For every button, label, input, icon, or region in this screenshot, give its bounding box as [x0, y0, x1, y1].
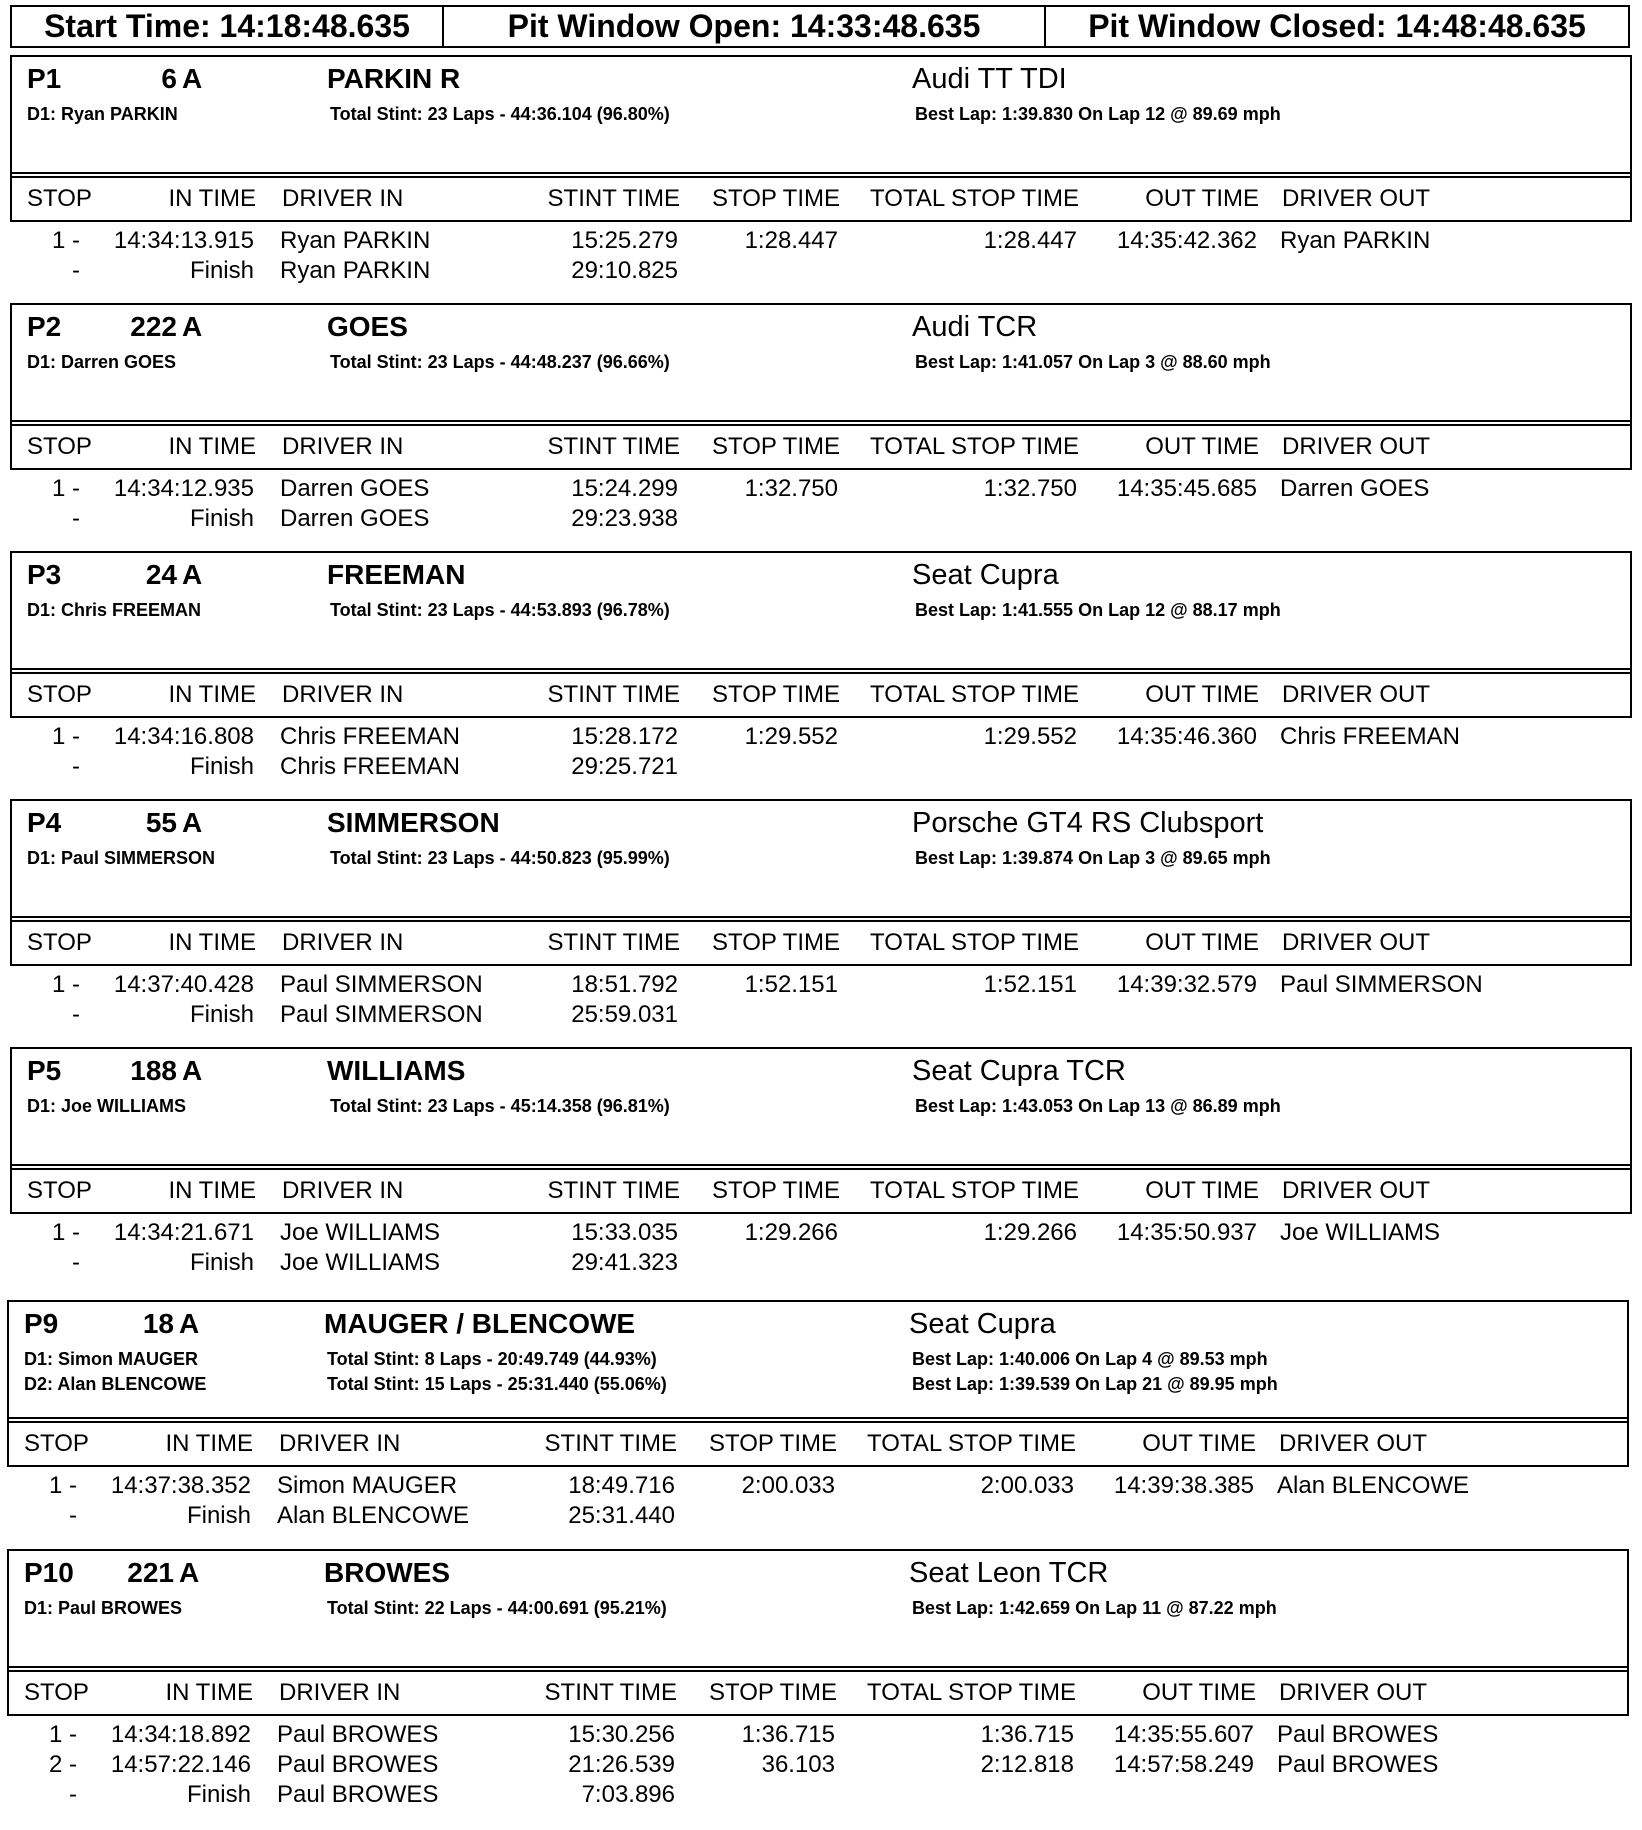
class: A: [179, 1308, 200, 1339]
out-time: 14:35:42.362: [1116, 227, 1257, 254]
driver-out: Joe WILLIAMS: [1280, 1219, 1441, 1246]
driver-in: Paul BROWES: [277, 1781, 439, 1808]
entry-block: [10, 55, 1632, 303]
driver-out: Paul BROWES: [1277, 1751, 1439, 1778]
divider: [10, 420, 1632, 422]
column-header-out-time: OUT TIME: [1145, 185, 1259, 212]
best-lap: Best Lap: 1:41.057 On Lap 3 @ 88.60 mph: [915, 352, 1271, 372]
column-header-row: [7, 1423, 1629, 1467]
out-time: 14:35:55.607: [1113, 1721, 1254, 1748]
in-time: Finish: [186, 1502, 251, 1529]
stint-time: 15:28.172: [571, 723, 678, 750]
team-name: GOES: [327, 311, 408, 342]
total-stint: Total Stint: 8 Laps - 20:49.749 (44.93%): [327, 1349, 657, 1369]
driver-in: Paul BROWES: [277, 1721, 439, 1748]
driver-in: Darren GOES: [280, 475, 430, 502]
position: P5: [27, 1055, 62, 1086]
position: P2: [27, 311, 62, 342]
stop-number: -: [72, 505, 80, 532]
driver-in: Joe WILLIAMS: [280, 1249, 441, 1276]
car-model: Porsche GT4 RS Clubsport: [912, 807, 1264, 839]
column-header-row: [7, 1672, 1629, 1716]
column-header-stint-time: STINT TIME: [544, 1430, 677, 1457]
entry-block: [7, 1300, 1629, 1548]
column-header-total-stop-time: TOTAL STOP TIME: [870, 433, 1079, 460]
divider: [10, 1164, 1632, 1166]
table-row: [10, 475, 1632, 505]
position: P3: [27, 559, 62, 590]
stint-time: 7:03.896: [581, 1781, 675, 1808]
driver-in: Chris FREEMAN: [280, 723, 461, 750]
column-header-driver-in: DRIVER IN: [279, 1679, 401, 1706]
stop-number: 1 -: [51, 971, 80, 998]
team-name: SIMMERSON: [327, 807, 500, 838]
car-model: Audi TT TDI: [912, 63, 1067, 95]
table-row: [10, 1219, 1632, 1249]
table-row: [10, 505, 1632, 535]
column-header-stint-time: STINT TIME: [547, 1177, 680, 1204]
start-time: Start Time: 14:18:48.635: [12, 7, 444, 46]
column-header-stop: STOP: [27, 185, 92, 212]
column-header-stint-time: STINT TIME: [547, 433, 680, 460]
column-header-stop: STOP: [27, 929, 92, 956]
column-header-stop: STOP: [27, 1177, 92, 1204]
column-header-in-time: IN TIME: [165, 1679, 253, 1706]
driver-label: D2: Alan BLENCOWE: [24, 1374, 207, 1394]
driver-label: D1: Ryan PARKIN: [27, 104, 178, 124]
stint-time: 15:24.299: [571, 475, 678, 502]
best-lap: Best Lap: 1:43.053 On Lap 13 @ 86.89 mph: [915, 1096, 1281, 1116]
pit-window-closed: Pit Window Closed: 14:48:48.635: [1088, 8, 1586, 44]
class: A: [182, 559, 203, 590]
column-header-driver-in: DRIVER IN: [282, 433, 404, 460]
class: A: [182, 1055, 203, 1086]
car-model: Seat Cupra: [912, 559, 1059, 591]
column-header-stop-time: STOP TIME: [711, 929, 840, 956]
driver-in: Alan BLENCOWE: [277, 1502, 470, 1529]
total-stint: Total Stint: 23 Laps - 44:48.237 (96.66%): [330, 352, 670, 372]
best-lap: Best Lap: 1:39.874 On Lap 3 @ 89.65 mph: [915, 848, 1271, 868]
total-stint: Total Stint: 23 Laps - 44:53.893 (96.78%): [330, 600, 670, 620]
entry-block: [10, 799, 1632, 1047]
stop-number: -: [72, 257, 80, 284]
column-header-total-stop-time: TOTAL STOP TIME: [867, 1430, 1076, 1457]
driver-out: Alan BLENCOWE: [1277, 1472, 1470, 1499]
team-name: WILLIAMS: [327, 1055, 466, 1086]
in-time: 14:34:16.808: [113, 723, 254, 750]
stint-time: 15:30.256: [568, 1721, 675, 1748]
stop-time: 1:29.552: [744, 723, 838, 750]
column-header-out-time: OUT TIME: [1142, 1430, 1256, 1457]
position: P4: [27, 807, 62, 838]
in-time: 14:34:12.935: [113, 475, 254, 502]
class: A: [182, 63, 203, 94]
stint-time: 15:33.035: [571, 1219, 678, 1246]
stop-number: 1 -: [51, 1219, 80, 1246]
driver-in: Paul SIMMERSON: [280, 1001, 483, 1028]
stop-number: 1 -: [51, 227, 80, 254]
column-header-out-time: OUT TIME: [1145, 681, 1259, 708]
stint-time: 25:31.440: [568, 1502, 675, 1529]
entry-block: [10, 303, 1632, 551]
total-stint: Total Stint: 15 Laps - 25:31.440 (55.06%): [327, 1374, 667, 1394]
in-time: Finish: [186, 1781, 251, 1808]
stint-time: 18:49.716: [568, 1472, 675, 1499]
in-time: Finish: [189, 753, 254, 780]
column-header-row: [10, 178, 1632, 222]
table-row: [10, 1249, 1632, 1279]
stint-time: 29:41.323: [571, 1249, 678, 1276]
in-time: 14:57:22.146: [110, 1751, 251, 1778]
divider: [10, 916, 1632, 918]
pit-window-open: Pit Window Open: 14:33:48.635: [444, 7, 1046, 46]
table-row: [10, 971, 1632, 1001]
in-time: 14:34:18.892: [110, 1721, 251, 1748]
column-header-total-stop-time: TOTAL STOP TIME: [867, 1679, 1076, 1706]
stint-time: 29:25.721: [571, 753, 678, 780]
entry-block: [10, 1047, 1632, 1295]
column-header-out-time: OUT TIME: [1142, 1679, 1256, 1706]
driver-in: Paul SIMMERSON: [280, 971, 483, 998]
out-time: 14:39:32.579: [1116, 971, 1257, 998]
column-header-driver-in: DRIVER IN: [282, 681, 404, 708]
total-stop-time: 1:36.715: [980, 1721, 1074, 1748]
driver-in: Chris FREEMAN: [280, 753, 461, 780]
in-time: Finish: [189, 1001, 254, 1028]
table-row: [7, 1781, 1629, 1811]
driver-label: D1: Paul BROWES: [24, 1598, 183, 1618]
entry-header: [7, 1549, 1629, 1672]
table-row: [7, 1472, 1629, 1502]
total-stop-time: 2:12.818: [980, 1751, 1074, 1778]
driver-in: Paul BROWES: [277, 1751, 439, 1778]
entry-header: [10, 1047, 1632, 1170]
out-time: 14:35:50.937: [1116, 1219, 1257, 1246]
total-stop-time: 1:52.151: [983, 971, 1077, 998]
table-row: [7, 1751, 1629, 1781]
best-lap: Best Lap: 1:39.830 On Lap 12 @ 89.69 mph: [915, 104, 1281, 124]
stop-number: -: [72, 1001, 80, 1028]
column-header-stop: STOP: [27, 681, 92, 708]
best-lap: Best Lap: 1:42.659 On Lap 11 @ 87.22 mph: [912, 1598, 1277, 1618]
car-model: Audi TCR: [912, 311, 1038, 343]
team-name: FREEMAN: [327, 559, 466, 590]
column-header-out-time: OUT TIME: [1145, 1177, 1259, 1204]
stop-number: -: [69, 1502, 77, 1529]
driver-label: D1: Chris FREEMAN: [27, 600, 202, 620]
stop-time: 1:52.151: [744, 971, 838, 998]
car-number: 188: [130, 1055, 177, 1086]
car-model: Seat Cupra TCR: [912, 1055, 1126, 1087]
column-header-driver-out: DRIVER OUT: [1282, 1177, 1431, 1204]
table-row: [10, 723, 1632, 753]
column-header-total-stop-time: TOTAL STOP TIME: [870, 681, 1079, 708]
column-header-in-time: IN TIME: [168, 185, 256, 212]
column-header-driver-in: DRIVER IN: [282, 185, 404, 212]
out-time: 14:39:38.385: [1113, 1472, 1254, 1499]
driver-out: Darren GOES: [1280, 475, 1430, 502]
total-stint: Total Stint: 22 Laps - 44:00.691 (95.21%): [327, 1598, 667, 1618]
column-header-row: [10, 426, 1632, 470]
stint-time: 25:59.031: [571, 1001, 678, 1028]
driver-in: Ryan PARKIN: [280, 227, 431, 254]
car-number: 55: [145, 807, 177, 838]
column-header-in-time: IN TIME: [168, 1177, 256, 1204]
driver-in: Joe WILLIAMS: [280, 1219, 441, 1246]
column-header-driver-in: DRIVER IN: [282, 1177, 404, 1204]
total-stop-time: 1:32.750: [983, 475, 1077, 502]
column-header-driver-out: DRIVER OUT: [1279, 1430, 1428, 1457]
stop-number: 1 -: [48, 1472, 77, 1499]
stop-number: -: [72, 1249, 80, 1276]
class: A: [182, 807, 203, 838]
driver-out: Ryan PARKIN: [1280, 227, 1431, 254]
team-name: BROWES: [324, 1557, 450, 1588]
column-header-in-time: IN TIME: [168, 929, 256, 956]
divider: [10, 668, 1632, 670]
divider: [7, 1417, 1629, 1419]
in-time: 14:34:13.915: [113, 227, 254, 254]
stint-time: 29:10.825: [571, 257, 678, 284]
car-number: 6: [161, 63, 177, 94]
column-header-stop-time: STOP TIME: [708, 1679, 837, 1706]
car-number: 18: [142, 1308, 174, 1339]
driver-in: Simon MAUGER: [277, 1472, 458, 1499]
column-header-driver-out: DRIVER OUT: [1282, 681, 1431, 708]
best-lap: Best Lap: 1:41.555 On Lap 12 @ 88.17 mph: [915, 600, 1281, 620]
car-model: Seat Leon TCR: [909, 1557, 1109, 1589]
column-header-row: [10, 922, 1632, 966]
column-header-stop: STOP: [24, 1430, 89, 1457]
out-time: 14:35:45.685: [1116, 475, 1257, 502]
column-header-out-time: OUT TIME: [1145, 433, 1259, 460]
car-number: 24: [145, 559, 177, 590]
driver-in: Darren GOES: [280, 505, 430, 532]
column-header-stop-time: STOP TIME: [711, 1177, 840, 1204]
total-stop-time: 1:29.552: [983, 723, 1077, 750]
driver-out: Paul BROWES: [1277, 1721, 1439, 1748]
column-header-total-stop-time: TOTAL STOP TIME: [870, 929, 1079, 956]
entry-block: [7, 1549, 1629, 1808]
column-header-in-time: IN TIME: [168, 681, 256, 708]
column-header-driver-in: DRIVER IN: [279, 1430, 401, 1457]
entry-header: [10, 55, 1632, 178]
class: A: [179, 1557, 200, 1588]
column-header-stint-time: STINT TIME: [547, 185, 680, 212]
column-header-driver-out: DRIVER OUT: [1279, 1679, 1428, 1706]
column-header-driver-out: DRIVER OUT: [1282, 433, 1431, 460]
column-header-out-time: OUT TIME: [1145, 929, 1259, 956]
driver-label: D1: Darren GOES: [27, 352, 177, 372]
driver-in: Ryan PARKIN: [280, 257, 431, 284]
column-header-stop-time: STOP TIME: [708, 1430, 837, 1457]
column-header-total-stop-time: TOTAL STOP TIME: [870, 185, 1079, 212]
best-lap: Best Lap: 1:39.539 On Lap 21 @ 89.95 mph: [912, 1374, 1278, 1394]
total-stop-time: 1:28.447: [983, 227, 1077, 254]
total-stop-time: 2:00.033: [980, 1472, 1074, 1499]
driver-label: D1: Paul SIMMERSON: [27, 848, 216, 868]
driver-label: D1: Simon MAUGER: [24, 1349, 199, 1369]
team-name: PARKIN R: [327, 63, 461, 94]
entry-header: [10, 303, 1632, 426]
car-number: 222: [130, 311, 177, 342]
column-header-in-time: IN TIME: [165, 1430, 253, 1457]
column-header-stop-time: STOP TIME: [711, 185, 840, 212]
stop-time: 1:36.715: [741, 1721, 835, 1748]
stint-time: 21:26.539: [568, 1751, 675, 1778]
in-time: Finish: [189, 1249, 254, 1276]
position: P1: [27, 63, 62, 94]
in-time: Finish: [189, 257, 254, 284]
divider: [7, 1666, 1629, 1668]
entry-header: [10, 551, 1632, 674]
stop-time: 1:29.266: [744, 1219, 838, 1246]
table-row: [7, 1502, 1629, 1532]
car-number: 221: [127, 1557, 174, 1588]
position: P10: [24, 1557, 74, 1588]
stop-number: -: [72, 753, 80, 780]
divider: [10, 172, 1632, 174]
driver-label: D1: Joe WILLIAMS: [27, 1096, 187, 1116]
in-time: 14:34:21.671: [113, 1219, 254, 1246]
stop-time: 2:00.033: [741, 1472, 835, 1499]
column-header-stint-time: STINT TIME: [544, 1679, 677, 1706]
timing-header: [10, 5, 1630, 48]
total-stint: Total Stint: 23 Laps - 45:14.358 (96.81%): [330, 1096, 670, 1116]
entry-header: [10, 799, 1632, 922]
driver-out: Paul SIMMERSON: [1280, 971, 1483, 998]
column-header-stop-time: STOP TIME: [711, 681, 840, 708]
table-row: [10, 1001, 1632, 1031]
stop-number: 1 -: [48, 1721, 77, 1748]
stop-time: 1:32.750: [744, 475, 838, 502]
table-row: [10, 753, 1632, 783]
column-header-total-stop-time: TOTAL STOP TIME: [870, 1177, 1079, 1204]
stop-number: 1 -: [51, 723, 80, 750]
best-lap: Best Lap: 1:40.006 On Lap 4 @ 89.53 mph: [912, 1349, 1268, 1369]
entry-block: [10, 551, 1632, 799]
column-header-stop: STOP: [27, 433, 92, 460]
driver-out: Chris FREEMAN: [1280, 723, 1461, 750]
in-time: 14:37:38.352: [110, 1472, 251, 1499]
stop-time: 1:28.447: [744, 227, 838, 254]
column-header-driver-out: DRIVER OUT: [1282, 929, 1431, 956]
total-stint: Total Stint: 23 Laps - 44:36.104 (96.80%): [330, 104, 670, 124]
total-stop-time: 1:29.266: [983, 1219, 1077, 1246]
column-header-in-time: IN TIME: [168, 433, 256, 460]
stint-time: 15:25.279: [571, 227, 678, 254]
column-header-driver-in: DRIVER IN: [282, 929, 404, 956]
table-row: [10, 257, 1632, 287]
column-header-row: [10, 674, 1632, 718]
stop-number: 2 -: [48, 1751, 77, 1778]
car-model: Seat Cupra: [909, 1308, 1056, 1340]
in-time: 14:37:40.428: [113, 971, 254, 998]
table-row: [10, 227, 1632, 257]
column-header-stop: STOP: [24, 1679, 89, 1706]
column-header-stint-time: STINT TIME: [547, 929, 680, 956]
out-time: 14:57:58.249: [1113, 1751, 1254, 1778]
entry-header: [7, 1300, 1629, 1423]
stop-number: 1 -: [51, 475, 80, 502]
stint-time: 29:23.938: [571, 505, 678, 532]
stop-time: 36.103: [761, 1751, 835, 1778]
total-stint: Total Stint: 23 Laps - 44:50.823 (95.99%): [330, 848, 670, 868]
class: A: [182, 311, 203, 342]
table-row: [7, 1721, 1629, 1751]
team-name: MAUGER / BLENCOWE: [324, 1308, 636, 1339]
in-time: Finish: [189, 505, 254, 532]
stop-number: -: [69, 1781, 77, 1808]
column-header-row: [10, 1170, 1632, 1214]
column-header-stop-time: STOP TIME: [711, 433, 840, 460]
out-time: 14:35:46.360: [1116, 723, 1257, 750]
column-header-stint-time: STINT TIME: [547, 681, 680, 708]
column-header-driver-out: DRIVER OUT: [1282, 185, 1431, 212]
stint-time: 18:51.792: [571, 971, 678, 998]
position: P9: [24, 1308, 59, 1339]
